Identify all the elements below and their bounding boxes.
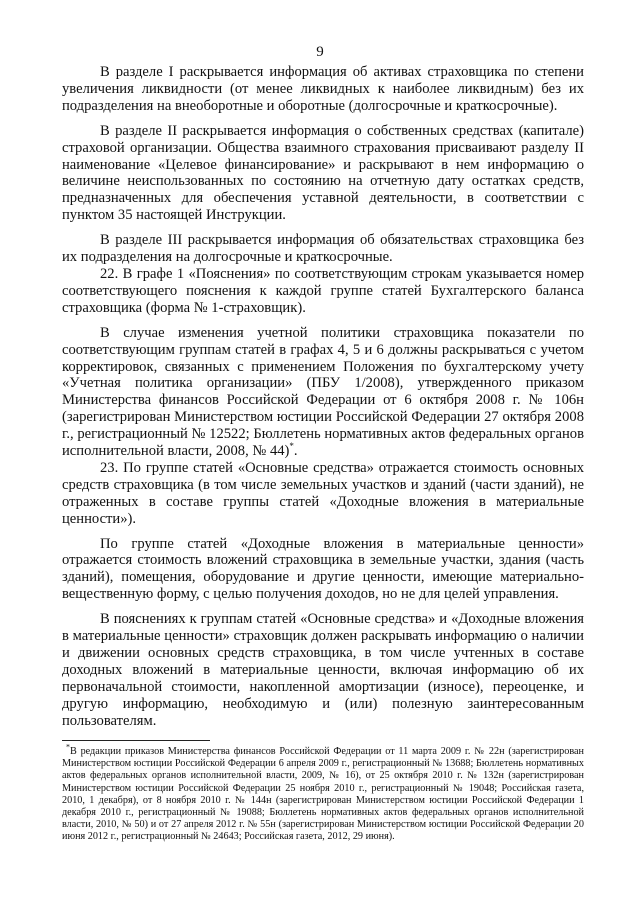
page-number: 9 [316,44,324,60]
paragraph-disclosures: В пояснениях к группам статей «Основные средства» и «Доходные вложения в материальные ценности» страховщик должен раскрывать информацию о наличии и движении основных средств страховщика, в том числе учтенных в составе доходных вложений в материальные ценности, включая информацию об их первоначальной стоимости, накопленной амортизации (износе), переоценке, и другую информацию, необходимую и (или) полезную заинтересованным пользователям. [62,611,584,729]
paragraph-section-3: В разделе III раскрывается информация об обязательствах страховщика без их подразделения на долгосрочные и краткосрочные. [62,232,584,266]
paragraph-section-2: В разделе II раскрывается информация о собственных средствах (капитале) страховой организации. Общества взаимного страхования присваивают разделу II наименование «Целевое финансирование» и раскрывают в нем информацию о величине неиспользованных по состоянию на отчетную дату остатках средств, предназначенных для обеспечения уставной деятельности, в соответствии с пунктом 35 настоящей Инструкции. [62,122,584,224]
footnote-text: В редакции приказов Министерства финансов Российской Федерации от 11 марта 2009 г. № 22н (зарегистрирован Министерством юстиции Российской Федерации 6 апреля 2009 г., регистрационный № 13688; Бюллетень нормативных актов федеральных органов исполнительной власти, 2009, № 16), от 25 октября 2010 г. № 132н (зарегистрирован Министерством юстиции Российской Федерации 25 ноября 2010 г., регистрационный № 19048; Российская газета, 2010, 1 декабря), от 8 ноября 2010 г. № 144н (зарегистрирован Министерством юстиции Российской Федерации 1 декабря 2010 г., регистрационный № 19088; Бюллетень нормативных актов федеральных органов исполнительной власти, 2010, № 50) и от 27 апреля 2012 г. № 55н (зарегистрирован Министерством юстиции Российской Федерации 20 июня 2012 г., регистрационный № 24643; Российская газета, 2012, 29 июня). [62,746,584,843]
document-body [62,64,584,730]
footnote [62,742,584,844]
paragraph-accounting-policy [62,325,584,460]
footnote-reference: * [289,441,294,452]
paragraph-accounting-policy-end: . [293,443,298,460]
paragraph-income-investments: По группе статей «Доходные вложения в материальные ценности» отражается стоимость вложений страховщика в земельные участки, здания (часть зданий), помещения, оборудование и другие ценности, имеющие материально-вещественную форму, с целью получения доходов, но не для целей управления. [62,535,584,603]
paragraph-item-23: 23. По группе статей «Основные средства» отражается стоимость основных средств страховщика (в том числе земельных участков и зданий (части зданий), не отраженных в составе группы статей «Доходные вложения в материальные ценности»). [62,459,584,527]
paragraph-item-22: 22. В графе 1 «Пояснения» по соответствующим строкам указывается номер соответствующего пояснения к каждой группе статей Бухгалтерского баланса страховщика (форма № 1-страховщик). [62,265,584,316]
footnote-divider [62,740,210,741]
paragraph-accounting-policy-text: В случае изменения учетной политики страховщика показатели по соответствующим группам статей в графах 4, 5 и 6 должны раскрываться с учетом корректировок, связанных с применением Положения по бухгалтерскому учету «Учетная политика организации» (ПБУ 1/2008), утвержденного приказом Министерства финансов Российской Федерации от 6 октября 2008 г. № 106н (зарегистрирован Министерством юстиции Российской Федерации 27 октября 2008 г., регистрационный № 12522; Бюллетень нормативных актов федеральных органов исполнительной власти, 2008, № 44) [62,324,584,460]
paragraph-section-1: В разделе I раскрывается информация об активах страховщика по степени увеличения ликвидности (от менее ликвидных к наиболее ликвидным) без их подразделения на внеоборотные и оборотные (долгосрочные и краткосрочные). [62,64,584,114]
footnote-marker: * [66,742,70,752]
